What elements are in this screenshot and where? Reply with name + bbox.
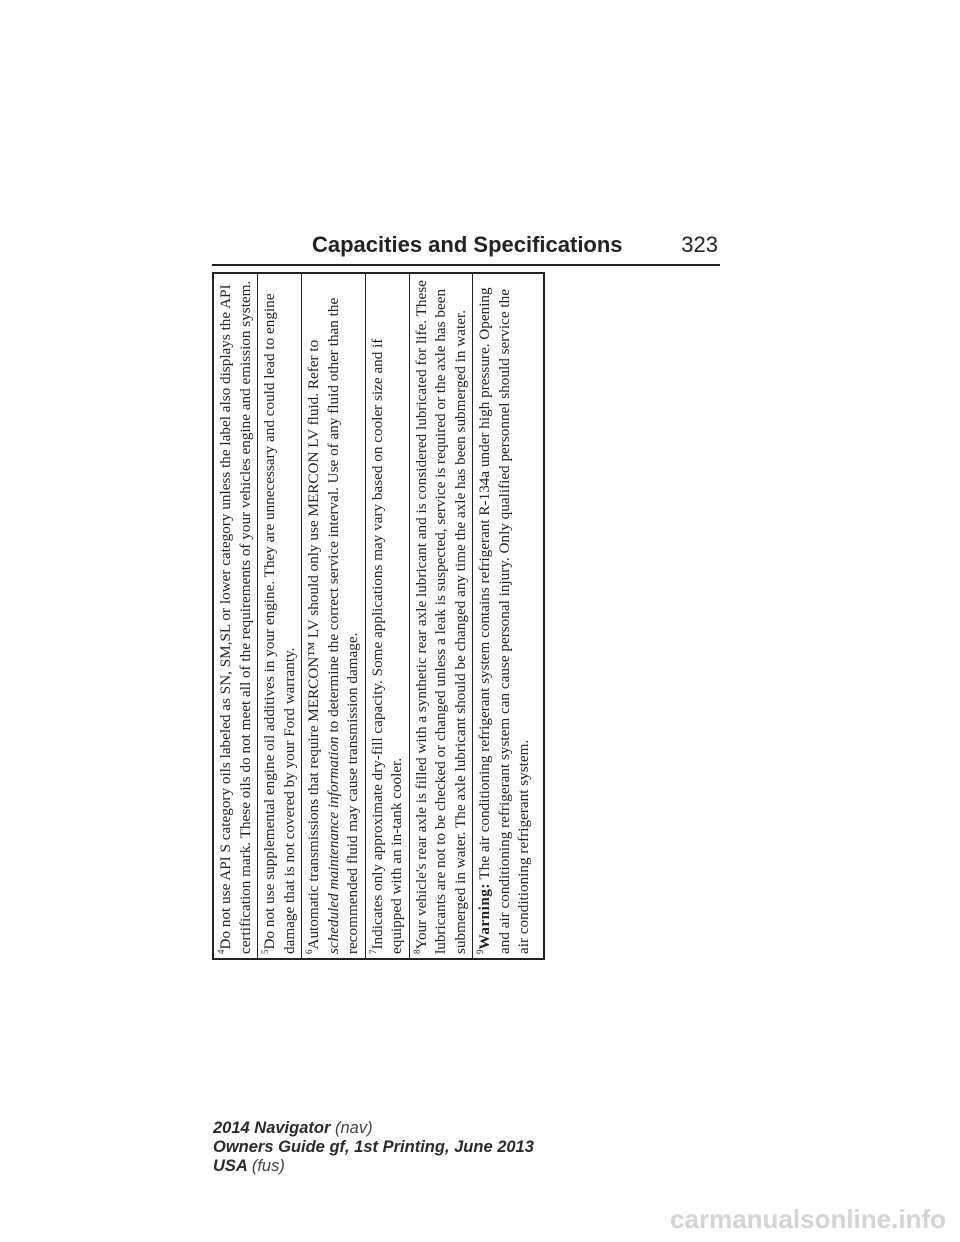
page-header bbox=[212, 230, 720, 266]
footnote-number: 9 bbox=[474, 949, 485, 954]
watermark-text: carmanualsonline.info bbox=[670, 1204, 946, 1234]
section-title: Capacities and Specifications bbox=[312, 232, 623, 257]
document-footer bbox=[213, 1119, 633, 1176]
footnote-5 bbox=[258, 272, 302, 960]
footer-line-printing: Owners Guide gf, 1st Printing, June 2013 bbox=[213, 1138, 534, 1156]
footnote-number: 7 bbox=[367, 949, 378, 954]
footnote-8 bbox=[410, 272, 474, 960]
footer-line-model bbox=[213, 1119, 633, 1138]
footnote-number: 5 bbox=[259, 949, 270, 954]
footnote-text: Automatic transmissions that require MERCON™ LV should only use MERCON LV fluid. Refer to bbox=[305, 339, 322, 950]
footnote-text: Indicates only approximate dry-fill capacity. Some applications may vary based on cooler size and if equipped with an in-tank cooler. bbox=[368, 338, 405, 954]
region-code: (fus) bbox=[251, 1157, 285, 1175]
footnote-number: 6 bbox=[303, 949, 314, 954]
page-number: 323 bbox=[681, 232, 718, 257]
footnote-4 bbox=[214, 272, 258, 960]
footnote-number: 8 bbox=[411, 949, 422, 954]
footnote-number: 4 bbox=[215, 949, 226, 954]
footnote-6 bbox=[302, 272, 366, 960]
footnote-9 bbox=[473, 272, 536, 960]
footnote-text: Do not use supplemental engine oil additives in your engine. They are unnecessary and could lead to engine damage that is not covered by your Ford warranty. bbox=[261, 293, 298, 954]
warning-label: Warning: bbox=[476, 883, 493, 950]
model-code: (nav) bbox=[335, 1119, 373, 1137]
maintenance-reference: scheduled maintenance information bbox=[324, 736, 342, 954]
vehicle-model: 2014 Navigator bbox=[213, 1119, 331, 1137]
footer-line-region bbox=[213, 1157, 633, 1176]
footnote-7 bbox=[366, 272, 410, 960]
footnote-text: The air conditioning refrigerant system contains refrigerant R-134a under high pressure. Opening and air conditioning refrigerant system can cause personal injury. Only qualified personnel should service the air conditioning refrigerant system. bbox=[476, 287, 532, 954]
footnote-text-continued: to determine the correct service interval. Use of any fluid other than the recommended fluid may cause transmission damage. bbox=[324, 297, 361, 954]
footnotes-table bbox=[212, 272, 545, 960]
footnote-text: Do not use API S category oils labeled as SN, SM,SL or lower category unless the label also displays the API certification mark. These oils do not meet all of the requirements of your vehicles engine and emission system. bbox=[217, 280, 254, 954]
footnote-text: Your vehicle's rear axle is filled with a synthetic rear axle lubricant and is considered lubricated for life. These lubricants are not to be checked or changed unless a leak is suspected, service is required or the axle has been submerged in water. The axle lubricant should be changed any time the axle has been submerged in water. bbox=[412, 280, 469, 954]
region: USA bbox=[213, 1157, 248, 1175]
footnotes-rotated-content bbox=[214, 272, 545, 960]
